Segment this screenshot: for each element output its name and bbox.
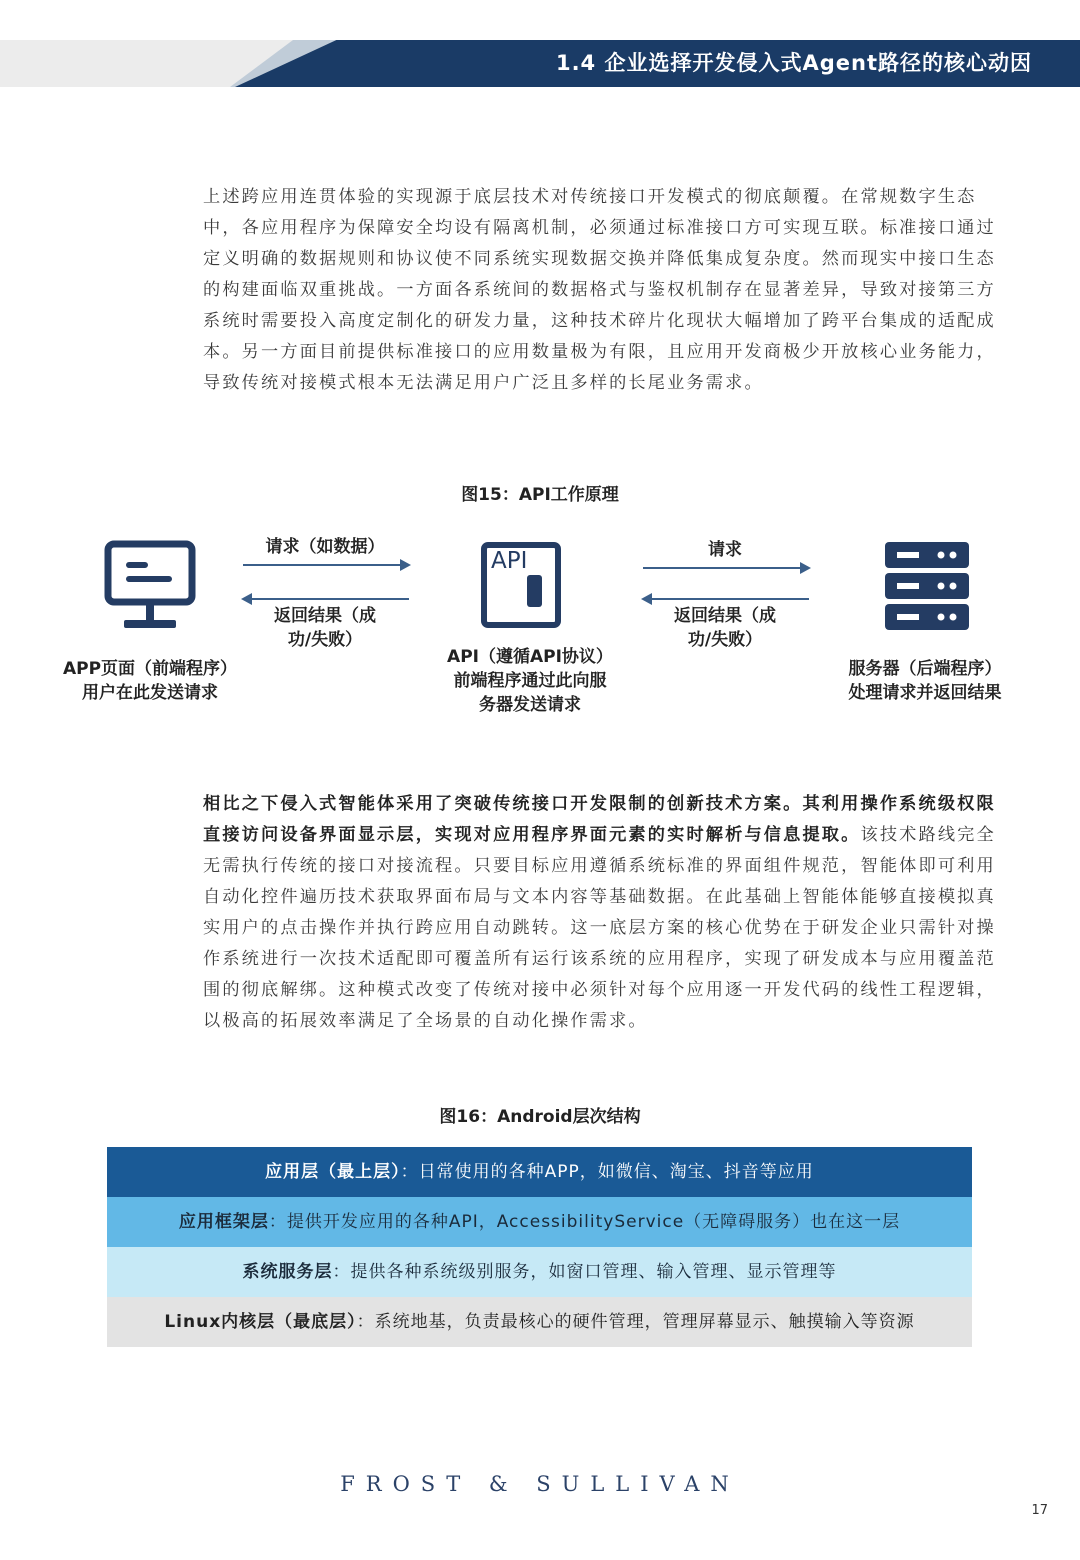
arrow-2-response-line-2: 功/失败） <box>687 630 763 650</box>
server-label-line-2: 处理请求并返回结果 <box>848 683 1002 703</box>
arrow-left-1 <box>243 598 409 600</box>
arrow-1-response-line-1: 返回结果（成 <box>274 606 376 626</box>
arrow-1-request-label: 请求（如数据） <box>265 537 385 557</box>
arrow-right-2 <box>643 567 809 569</box>
arrow-2-response-line-1: 返回结果（成 <box>674 606 776 626</box>
figure-16-title: 图16：Android层次结构 <box>439 1107 641 1127</box>
api-label-line-1: API（遵循API协议） <box>447 647 613 667</box>
frost-sullivan-logo: FROST & SULLIVAN <box>340 1472 740 1496</box>
layer-name: 应用框架层 <box>178 1212 269 1232</box>
api-node-label <box>420 645 640 717</box>
app-label-line-2: 用户在此发送请求 <box>82 683 218 703</box>
server-icon <box>885 542 969 634</box>
paragraph-2-bold: 相比之下侵入式智能体采用了突破传统接口开发限制的创新技术方案。其利用操作系统级权限直接访问设备界面显示层，实现对应用程序界面元素的实时解析与信息提取。 <box>203 794 996 845</box>
app-node-label <box>40 657 260 705</box>
api-icon-text: API <box>491 548 528 574</box>
arrow-right-1 <box>243 564 409 566</box>
body-paragraph-2 <box>203 789 1013 1037</box>
section-title: 1.4 企业选择开发侵入式Agent路径的核心动因 <box>555 51 1032 75</box>
api-label-line-2: 前端程序通过此向服 <box>453 671 607 691</box>
android-layer-row <box>107 1197 972 1247</box>
layer-description: ：系统地基，负责最核心的硬件管理，管理屏幕显示、触摸输入等资源 <box>356 1312 915 1332</box>
arrow-2-response-label <box>640 604 810 652</box>
android-layer-row <box>107 1147 972 1197</box>
layer-name: 系统服务层 <box>242 1262 333 1282</box>
layer-name: Linux内核层（最底层） <box>164 1312 357 1332</box>
android-layer-row <box>107 1247 972 1297</box>
body-paragraph-1: 上述跨应用连贯体验的实现源于底层技术对传统接口开发模式的彻底颠覆。在常规数字生态中，各应用程序为保障安全均设有隔离机制，必须通过标准接口方可实现互联。标准接口通过定义明确的数据规则和协议使不同系统实现数据交换并降低集成复杂度。然而现实中接口生态的构建面临双重挑战。一方面各系统间的数据格式与鉴权机制存在显著差异，导致对接第三方系统时需要投入高度定制化的研发力量，这种技术碎片化现状大幅增加了跨平台集成的适配成本。另一方面目前提供标准接口的应用数量极为有限，且应用开发商极少开放核心业务能力，导致传统对接模式根本无法满足用户广泛且多样的长尾业务需求。 <box>203 187 996 393</box>
server-label-line-1: 服务器（后端程序） <box>848 659 1002 679</box>
paragraph-2-rest: 该技术路线完全无需执行传统的接口对接流程。只要目标应用遵循系统标准的界面组件规范，智能体即可利用自动化控件遍历技术获取界面布局与文本内容等基础数据。在此基础上智能体能够直接模拟真实用户的点击操作并执行跨应用自动跳转。这一底层方案的核心优势在于研发企业只需针对操作系统进行一次技术适配即可覆盖所有运行该系统的应用程序，实现了研发成本与应用覆盖范围的彻底解绑。这种模式改变了传统对接中必须针对每个应用逐一开发代码的线性工程逻辑，以极高的拓展效率满足了全场景的自动化操作需求。 <box>203 825 996 1031</box>
app-label-line-1: APP页面（前端程序） <box>62 659 238 679</box>
arrow-left-2 <box>643 598 809 600</box>
monitor-icon <box>104 540 196 636</box>
layer-description: ：提供各种系统级别服务，如窗口管理、输入管理、显示管理等 <box>332 1262 837 1282</box>
arrow-2-request-label: 请求 <box>708 540 742 560</box>
api-icon <box>480 541 562 633</box>
layer-name: 应用层（最上层） <box>265 1162 401 1182</box>
api-label-line-3: 务器发送请求 <box>479 695 581 715</box>
page-number: 17 <box>1031 1503 1048 1518</box>
android-layer-row <box>107 1297 972 1347</box>
server-node-label <box>820 657 1030 705</box>
layer-description: ：日常使用的各种APP，如微信、淘宝、抖音等应用 <box>400 1162 814 1182</box>
arrow-1-response-line-2: 功/失败） <box>287 630 363 650</box>
arrow-1-response-label <box>240 604 410 652</box>
figure-15-title: 图15：API工作原理 <box>461 485 619 505</box>
layer-description: ：提供开发应用的各种API，AccessibilityService（无障碍服务）也在这一层 <box>268 1212 901 1232</box>
android-layer-stack <box>107 1147 972 1347</box>
